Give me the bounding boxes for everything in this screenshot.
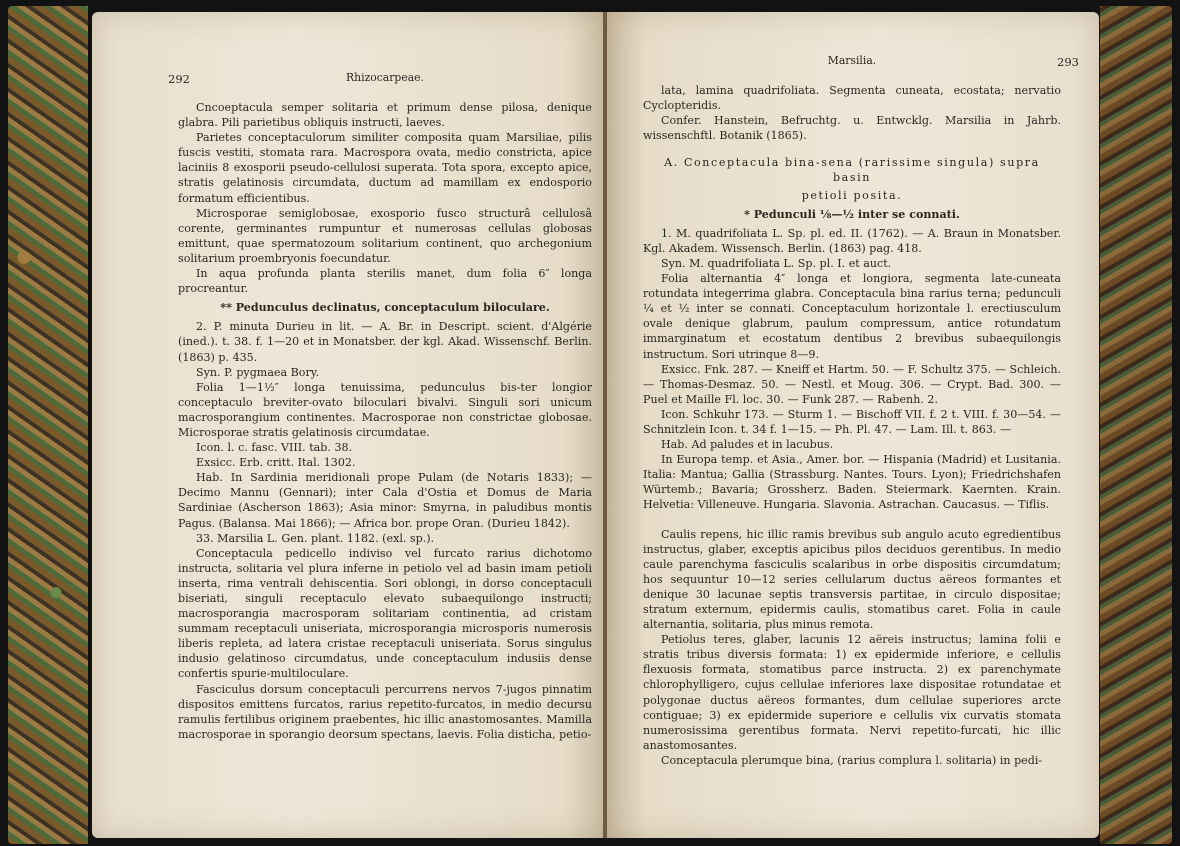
paragraph: Parietes conceptaculorum similiter composita quam Marsiliae, pilis fuscis vestiti, stomata rara. Macrospora ovata, medio constricta, apice laciniis 8 exosporii pseudo-cellulosi superata. Tota spora, excepto apice, stratis gelatinosis circumdata, ductum ad mamillam ex endosporio formatum efficientibus.: [178, 131, 592, 205]
left-page: [92, 12, 605, 838]
species-heading: 2. P. minuta Durieu in lit. — A. Br. in Descript. scient. d'Algérie (ined.). t. 38. f. 1—20 et in Monatsber. der kgl. Akad. Wissenschf. Berlin. (1863) p. 435.: [178, 320, 592, 364]
left-running-head: [168, 71, 592, 100]
species-description: Folia 1—1½″ longa tenuissima, pedunculus bis-ter longior conceptaculo breviter-ovato biloculari bivalvi. Singuli sori unicum macrosporangium continentes. Macrosporae non constrictae globosae. Microsporae stratis gelatinosis circumdatae.: [178, 380, 592, 439]
paragraph: Conceptacula plerumque bina, (rarius complura l. solitaria) in pedi-: [661, 753, 1043, 767]
left-page-number: 292: [168, 72, 190, 86]
species-description: Folia alternantia 4″ longa et longiora, segmenta late-cuneata rotundata integerrima glabra. Conceptacula bina rarius terna; pedunculi ¼ et ½ inter se connati. Conceptaculum horizontale l. erectiusculum ovale denique glabrum, paulum compressum, antice rotundatum immarginatum et ecostatum dentibus 2 brevibus subaequilongis instructum. Sori utrinque 8—9.: [643, 272, 1061, 361]
section-heading: A. Conceptacula bina-sena (rarissime singula) supra basin: [664, 156, 1040, 185]
left-running-title: Rhizocarpeae.: [346, 71, 424, 84]
exsiccata: Exsicc. Fnk. 287. — Kneiff et Hartm. 50. — F. Schultz 375. — Schleich. — Thomas-Desmaz. 50. — Nestl. et Moug. 306. — Crypt. Bad. 300. — Puel et Maille Fl. loc. 30. — Funk 287. — Rabenh. 2.: [643, 362, 1061, 406]
genus-heading: 33. Marsilia L. Gen. plant. 1182. (exl. sp.).: [196, 531, 435, 545]
paragraph: lata, lamina quadrifoliata. Segmenta cuneata, ecostata; nervatio Cyclopteridis.: [643, 84, 1061, 113]
section-heading-continued: petioli posita.: [801, 188, 903, 202]
paragraph: In aqua profunda planta sterilis manet, dum folia 6″ longa procreantur.: [178, 267, 592, 296]
right-running-title: Marsilia.: [827, 54, 877, 67]
right-page-number: 293: [1057, 55, 1079, 69]
right-page: [607, 12, 1099, 838]
synonym: Syn. M. quadrifoliata L. Sp. pl. I. et auct.: [661, 256, 892, 270]
icon-reference: Icon. Schkuhr 173. — Sturm 1. — Bischoff VII. f. 2 t. VIII. f. 30—54. — Schnitzlein Icon. t. 34 f. 1—15. — Ph. Pl. 47. — Lam. Ill. t. 863. —: [643, 407, 1061, 436]
marbled-cover-right: [1100, 6, 1172, 844]
marbled-cover-left: [8, 6, 88, 844]
left-text-column: [168, 12, 592, 742]
paragraph: Cncoeptacula semper solitaria et primum dense pilosa, denique glabra. Pili parietibus obliquis instructi, laeves.: [178, 101, 592, 130]
paragraph: Microsporae semiglobosae, exosporio fusco structurâ cellulosâ corente, germinantes rumpuntur et numerosas cellulas globosas emittunt, quae spermatozoum solitarium continent, quo archegonium solitarium proembryonis foecundatur.: [178, 206, 592, 265]
paragraph: Confer. Hanstein, Befruchtg. u. Entwcklg. Marsilia in Jahrb. wissenschftl. Botanik (1865).: [643, 114, 1061, 143]
habitat: Hab. Ad paludes et in lacubus.: [661, 438, 834, 452]
paragraph: Fasciculus dorsum conceptaculi percurrens nervos 7-jugos pinnatim dispositos emittens furcatos, rarius repetito-furcatos, in medio decursu ramulis fertilibus originem praebentes, hic illic anastomosantes. Mamilla macrosporae in sporangio deorsum spectans, laevis. Folia disticha, petio-: [178, 682, 592, 741]
paragraph: Caulis repens, hic illic ramis brevibus sub angulo acuto egredientibus instructus, glaber, exceptis apicibus pilos deciduos gerentibus. In medio caule parenchyma fasciculis scalaribus in orbe dispositis circumdatum; hos sequuntur 10—12 series cellularum ductus aëreos formantes et denique 30 lacunae septis transversis partitae, in circulo dispositae; stratum externum, epidermis caulis, stomatibus caret. Folia in caule alternantia, solitaria, plus minus remota.: [643, 527, 1061, 632]
right-text-column: [643, 12, 1079, 768]
species-heading: 1. M. quadrifoliata L. Sp. pl. ed. II. (1762). — A. Braun in Monatsber. Kgl. Akadem. Wissensch. Berlin. (1863) pag. 418.: [643, 226, 1061, 255]
section-heading: ** Pedunculus declinatus, conceptaculum biloculare.: [220, 301, 550, 315]
paragraph: Conceptacula pedicello indiviso vel furcato rarius dichotomo instructa, solitaria vel plura inferne in petiolo vel ad basin imam petioli inserta, rima ventrali dehiscentia. Sori oblongi, in dorso conceptaculi biseriati, singuli receptaculo elevato subaequilongo instructi; macrosporangia macrosporam solitariam continentia, ad cristam summam receptaculi uniseriata, microsporangia microsporis numerosis liberis repleta, ad latera cristae receptaculi uniseriata. Sorus singulus indusio gelatinoso circumdatus, unde conceptaculum indusiis dense confertis spurie-multiloculare.: [178, 546, 592, 681]
right-running-head: [643, 54, 1079, 83]
distribution: In Europa temp. et Asia., Amer. bor. — Hispania (Madrid) et Lusitania. Italia: Mantua; Gallia (Strassburg. Nantes. Tours. Lyon); Friedrichshafen Würtemb.; Bavaria; Grossherz. Baden. Steiermark. Kaernten. Krain. Helvetia: Villeneuve. Hungaria. Slavonia. Astrachan. Caucasus. — Tiflis.: [643, 453, 1061, 512]
synonym: Syn. P. pygmaea Bory.: [196, 365, 320, 379]
paragraph: Petiolus teres, glaber, lacunis 12 aëreis instructus; lamina folii e stratis tribus diversis formata: 1) ex epidermide inferiore, e cellulis flexuosis formata, stomatibus parce instructa. 2) ex parenchymate chlorophylligero, cujus cellulae inferiores laxe dispositae rotundatae et polygonae ductus aëreos formantes, dum cellulae superiores arcte contiguae; 3) ex epidermide superiore e cellulis vix curvatis stomata numerosissima gerentibus formata. Nervi repetito-furcati, hic illic anastomosantes.: [643, 633, 1061, 752]
habitat: Hab. In Sardinia meridionali prope Pulam (de Notaris 1833); — Decimo Mannu (Gennari); inter Cala d'Ostia et Domus de Maria Sardiniae (Ascherson 1863); Asia minor: Smyrna, in paludibus montis Pagus. (Balansa. Mai 1866); — Africa bor. prope Oran. (Durieu 1842).: [178, 471, 592, 530]
icon-reference: Icon. l. c. fasc. VIII. tab. 38.: [196, 441, 353, 455]
subsection-heading: * Pedunculi ⅛—½ inter se connati.: [744, 207, 960, 221]
exsiccata: Exsicc. Erb. critt. Ital. 1302.: [196, 456, 356, 470]
